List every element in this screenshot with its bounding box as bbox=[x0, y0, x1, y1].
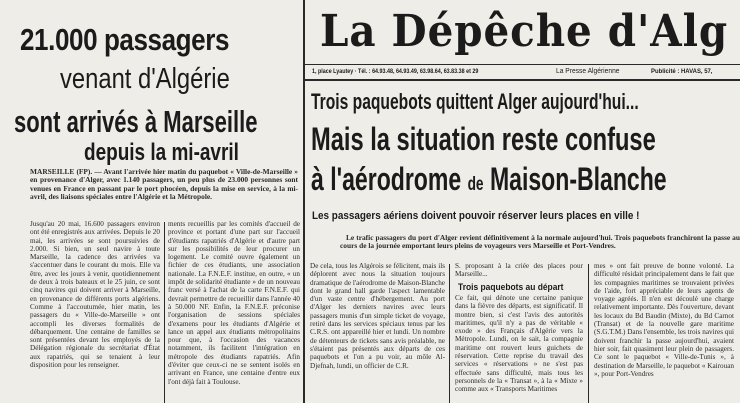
left-lead: MARSEILLE (FP). — Avant l'arrivée hier matin du paquebot « Ville-de-Marseille » en provenance d'Alger, avec 1.140 passagers, un peu plus de 23.000 personnes sont venues en France en passant par le port phocéen, depuis la mise en service, à la mi-avril, des liaisons spéciales entre l'Algérie et la Métropole. bbox=[30, 168, 298, 201]
left-headline-2: venant d'Algérie bbox=[60, 63, 230, 95]
page-column-rule bbox=[303, 0, 305, 403]
main-column-2-top: S. proposant à la criée des places pour Marseille... bbox=[455, 262, 583, 278]
main-column-1: De cela, tous les Algérois se félicitent, mais ils déplorent avec nous la situation toujours dramatique de l'aérodrome de Maison-Blanche dont le grand hall garde l'aspect lamentable d'un vaste centre d'hébergement. Au port d'Alger les derniers navires avec leurs passagers munis d'un simple ticket de voyage, retiré dans les services spéciaux tenus par les C.R.S. ont appareillé hier et lundi. Un nombre de détenteurs de tickets sans avis préalable, ne s'étaient pas présentés aux départs de ces paquebots et l'on a pu voir, au môle Al-Djefnah, lundi, un officier de C.R. bbox=[310, 262, 445, 370]
main-kicker: Trois paquebots quittent Alger aujourd'hui... bbox=[311, 89, 639, 114]
masthead-rule-bottom bbox=[305, 79, 740, 81]
masthead-address: 1, place Lyautey · Tél. : 64.93.48, 64.93.49, 63.98.64, 63.83.38 et 29 bbox=[312, 68, 479, 75]
masthead-publisher: La Presse Algérienne bbox=[556, 66, 620, 75]
main-column-rule-1 bbox=[449, 264, 450, 403]
main-subhead: Trois paquebots au départ bbox=[458, 281, 564, 292]
main-column-rule-2 bbox=[588, 264, 589, 403]
left-column-rule bbox=[164, 222, 165, 403]
masthead-ads: Publicité : HAVAS, 57, bbox=[651, 68, 713, 75]
main-headline-1: Mais la situation reste confuse bbox=[311, 121, 656, 157]
masthead-rule-top bbox=[305, 64, 740, 65]
left-headline-1: 21.000 passagers bbox=[20, 22, 230, 57]
left-headline-4: depuis la mi-avril bbox=[84, 139, 239, 166]
main-lead: Le trafic passagers du port d'Alger revient définitivement à la normale aujourd'hui. Trois paquebots franchiront la passe au cours de la journée emportant leurs pleins de voyageurs vers Marseille et Port-Vendres. bbox=[340, 234, 740, 251]
masthead-title: La Dépêche d'Alg bbox=[320, 6, 729, 57]
left-column-2: ments recueillis par les comités d'accueil de province et portant d'une part sur l'accueil d'étudiants rapatriés d'Algérie et d'autre part sur les possibilités de leur procurer un logement. Le comité ouvre également un fichier de ces étudiants, une association nationale. La F.N.E.F. institue, en outre, « un impôt de solidarité étudiante » de un nouveau franc versé à l'achat de la carte F.N.E.F. qui devrait permettre de recueillir dans l'année 40 à 50.000 NF. Enfin, la F.N.E.F. préconise l'organisation de sessions spéciales d'examens pour les étudiants d'Algérie et lance un appel aux étudiants métropolitains pour que, à l'occasion des vacances notamment, ils facilitent l'intégration en métropole des étudiants rapatriés. Afin d'éviter que ceux-ci ne se sentent isolés en arrivant en France, une centaine d'entre eux l'ont déjà fait à Toulouse. bbox=[168, 220, 300, 386]
main-deck: Les passagers aériens doivent pouvoir réserver leurs places en ville ! bbox=[312, 210, 640, 222]
left-column-1: Jusqu'au 20 mai, 16.600 passagers environ ont été enregistrés aux arrivées. Depuis le 20 mai, les arrivées se sont poursuivies de 2.000. Si bien, un seul navire à toute Marseille, la cadence des arrivées va s'accentuer dans le courant du mois. Elle va être, avec les jours à venir, quotidiennement de deux à trois bateaux et le 25 juin, ce sont cinq navires qui doivent arriver à Marseille, en provenance de différents ports algériens. Comme à l'accoutumée, hier matin, les passagers du « Ville-de-Marseille » ont accompli les diverses formalités de débarquement. Une centaine de familles se sont présentées devant les employés de la Délégation régionale du secrétariat d'État aux rapatriés, qui se tenaient à leur disposition pour les renseigner. bbox=[30, 220, 160, 370]
left-headline-3: sont arrivés à Marseille bbox=[14, 104, 258, 139]
main-column-3: mes » ont fait preuve de bonne volonté. La difficulté résidait principalement dans le fait que les compagnies maritimes se trouvaient privées de l'aide, fort appréciable de leurs agents de voyage agréés. Il n'en est découlé une charge relativement importante. Dès l'ouverture, devant les locaux du Bd Baudin (Mixte), du Bd Carnot (Transat) et de la nouvelle gare maritime (S.G.T.M.) Dans l'ensemble, les trois navires qui doivent franchir la passe aujourd'hui, avaient hier soir, fait quasiment leur plein de passagers. Ce sont le paquebot « Ville-de-Tunis », à destination de Marseille, le paquebot « Kairouan », pour Port-Vendres bbox=[594, 262, 734, 378]
main-column-2: Ce fait, qui dénote une certaine panique dans la fièvre des départs, est significatif. Il montre bien, si c'est l'avis des autorités maritimes, qu'il n'y a pas de véritable « exode » des Français d'Algérie vers la Métropole. Lundi, on le sait, la compagnie maritime ont rouvert leurs guichets de réservation. Cette reprise du travail des services « réservations » ne s'est pas effectuée sans difficulté, mais tous les personnels de la « Transat », à la « Mixte » comme aux « Transports Maritimes bbox=[455, 294, 583, 394]
main-headline-2: à l'aérodrome de Maison-Blanche bbox=[311, 161, 667, 197]
